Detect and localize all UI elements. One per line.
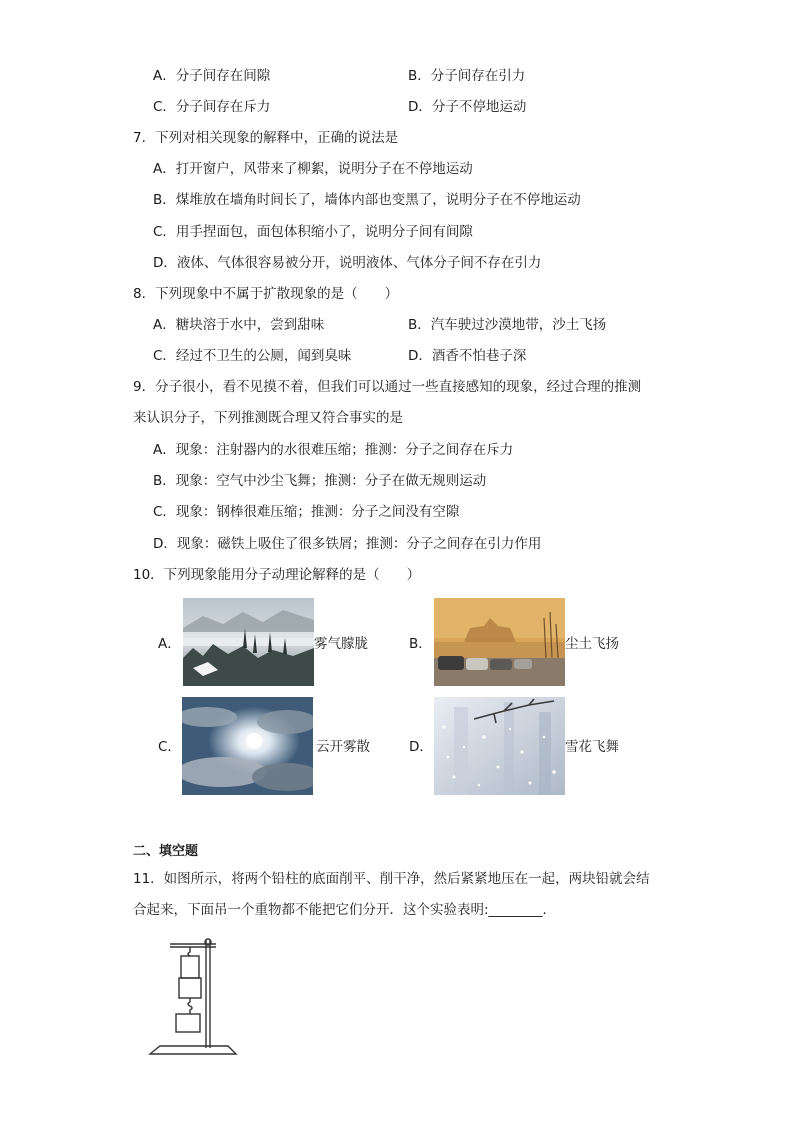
q6-option-d: D．分子不停地运动 xyxy=(408,99,527,115)
q10-option-b-caption: 尘土飞扬 xyxy=(565,636,619,652)
q9-option-d: D．现象：磁铁上吸住了很多铁屑；推测：分子之间存在引力作用 xyxy=(153,536,542,552)
q9-option-a: A．现象：注射器内的水很难压缩；推测：分子之间存在斥力 xyxy=(153,442,514,458)
q8-option-b: B．汽车驶过沙漠地带，沙土飞扬 xyxy=(408,317,607,333)
q10-option-b-label: B． xyxy=(409,636,432,652)
q9-stem-line1: 9．分子很小，看不见摸不着，但我们可以通过一些直接感知的现象，经过合理的推测 xyxy=(133,379,642,395)
q10-stem: 10．下列现象能用分子动理论解释的是（ ） xyxy=(133,567,421,583)
q7-option-d: D．液体、气体很容易被分开，说明液体、气体分子间不存在引力 xyxy=(153,255,542,271)
q10-option-a-label: A． xyxy=(158,636,181,652)
q10-option-c-label: C． xyxy=(158,739,181,755)
snowfall-photo xyxy=(434,697,565,795)
q10-option-c-caption: 云开雾散 xyxy=(316,739,370,755)
lead-cylinder-diagram xyxy=(148,936,238,1060)
q8-stem: 8．下列现象中不属于扩散现象的是（ ） xyxy=(133,286,399,302)
q7-option-a: A．打开窗户，风带来了柳絮，说明分子在不停地运动 xyxy=(153,161,473,177)
dust-street-photo xyxy=(434,598,565,686)
q7-option-c: C．用手捏面包，面包体积缩小了，说明分子间有间隙 xyxy=(153,224,473,240)
q6-option-c: C．分子间存在斥力 xyxy=(153,99,271,115)
q9-option-b: B．现象：空气中沙尘飞舞；推测：分子在做无规则运动 xyxy=(153,473,487,489)
clouds-sun-photo xyxy=(182,697,313,795)
q7-stem: 7．下列对相关现象的解释中，正确的说法是 xyxy=(133,130,399,146)
q7-option-b: B．煤堆放在墙角时间长了，墙体内部也变黑了，说明分子在不停地运动 xyxy=(153,192,581,208)
q9-stem-line2: 来认识分子，下列推测既合理又符合事实的是 xyxy=(133,410,403,426)
q11-stem-line1: 11．如图所示，将两个铅柱的底面削平、削干净，然后紧紧地压在一起，两块铅就会结 xyxy=(133,871,650,887)
q10-option-d-label: D． xyxy=(409,739,433,755)
q6-option-b: B．分子间存在引力 xyxy=(408,68,526,84)
q6-option-a: A．分子间存在间隙 xyxy=(153,68,271,84)
section-heading: 二、填空题 xyxy=(133,844,199,859)
q8-option-c: C．经过不卫生的公厕，闻到臭味 xyxy=(153,348,352,364)
q8-option-d: D．酒香不怕巷子深 xyxy=(408,348,527,364)
q9-option-c: C．现象：钢棒很难压缩；推测：分子之间没有空隙 xyxy=(153,504,460,520)
fog-mountain-photo xyxy=(183,598,314,686)
q10-option-d-caption: 雪花飞舞 xyxy=(565,739,619,755)
q10-option-a-caption: 雾气朦胧 xyxy=(314,636,368,652)
q8-option-a: A．糖块溶于水中，尝到甜味 xyxy=(153,317,325,333)
q11-stem-line2: 合起来，下面吊一个重物都不能把它们分开．这个实验表明:________． xyxy=(133,902,557,918)
